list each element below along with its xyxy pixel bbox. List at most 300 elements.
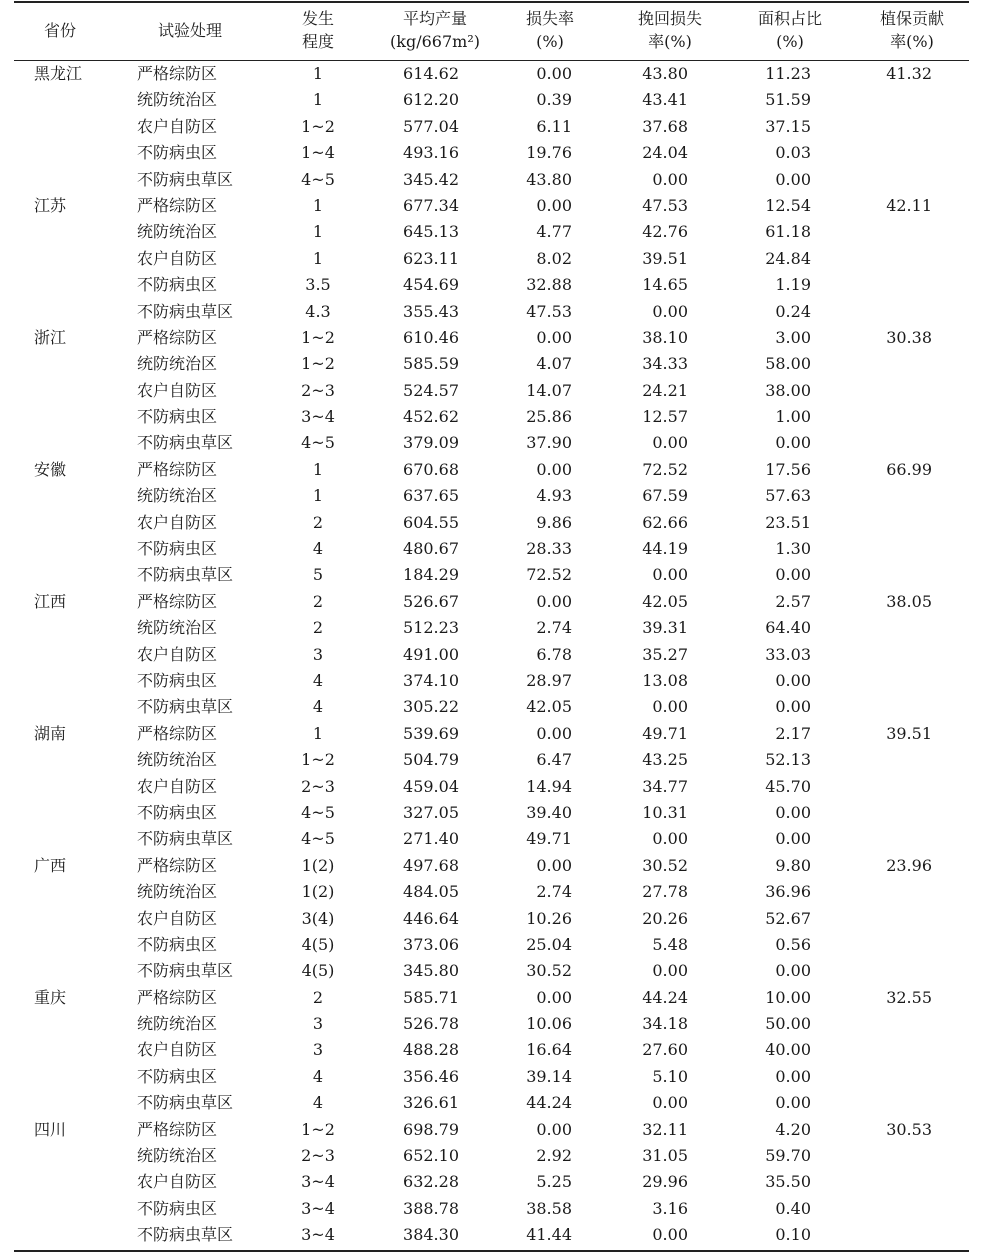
area-share-cell: 0.00 [775, 1093, 811, 1113]
area-share-cell: 2.17 [775, 723, 811, 743]
recovered-loss-cell: 0.00 [652, 1093, 688, 1113]
area-share-cell: 0.00 [775, 1066, 811, 1086]
yield-cell: 585.71 [403, 987, 459, 1007]
header-loss-line2: (%) [536, 32, 564, 51]
header-yield [370, 0, 500, 60]
province-cell: 江西 [34, 591, 67, 611]
area-share-cell: 1.30 [775, 539, 811, 559]
yield-cell: 652.10 [403, 1146, 459, 1166]
recovered-loss-cell: 0.00 [652, 697, 688, 717]
yield-cell: 670.68 [403, 459, 459, 479]
loss-rate-cell: 39.14 [526, 1066, 572, 1086]
recovered-loss-cell: 31.05 [642, 1146, 688, 1166]
table-row [0, 404, 983, 430]
table-row [0, 932, 983, 958]
recovered-loss-cell: 0.00 [652, 169, 688, 189]
treatment-cell: 不防病虫区 [137, 934, 218, 954]
degree-cell: 1~2 [301, 116, 335, 136]
recovered-loss-cell: 34.77 [642, 776, 688, 796]
degree-cell: 2~3 [301, 1146, 335, 1166]
recovered-loss-cell: 32.11 [642, 1119, 688, 1139]
contribution-cell: 42.11 [886, 195, 932, 215]
contribution-cell [870, 642, 932, 668]
recovered-loss-cell: 39.51 [642, 248, 688, 268]
treatment-cell: 不防病虫区 [137, 1198, 218, 1218]
area-share-cell: 52.67 [765, 908, 811, 928]
degree-cell: 2~3 [301, 380, 335, 400]
recovered-loss-cell: 20.26 [642, 908, 688, 928]
yield-cell: 585.59 [403, 354, 459, 374]
recovered-loss-cell: 12.57 [642, 407, 688, 427]
treatment-cell: 统防统治区 [137, 486, 218, 506]
contribution-cell [870, 167, 932, 193]
yield-cell: 184.29 [403, 565, 459, 585]
contribution-cell [870, 378, 932, 404]
area-share-cell: 35.50 [765, 1172, 811, 1192]
contribution-cell: 38.05 [886, 591, 932, 611]
area-share-cell: 0.24 [775, 301, 811, 321]
degree-cell: 1~2 [301, 354, 335, 374]
contribution-cell [870, 510, 932, 536]
loss-rate-cell: 30.52 [526, 961, 572, 981]
loss-rate-cell: 43.80 [526, 169, 572, 189]
table-row [0, 1064, 983, 1090]
table-row [0, 826, 983, 852]
recovered-loss-cell: 67.59 [642, 486, 688, 506]
yield-cell: 373.06 [403, 934, 459, 954]
header-contribution [860, 0, 964, 60]
area-share-cell: 0.00 [775, 697, 811, 717]
table-bottom-rule [14, 1250, 969, 1252]
area-share-cell: 0.00 [775, 961, 811, 981]
table-row [0, 299, 983, 325]
contribution-cell [870, 747, 932, 773]
loss-rate-cell: 38.58 [526, 1198, 572, 1218]
treatment-cell: 不防病虫区 [137, 275, 218, 295]
recovered-loss-cell: 34.18 [642, 1014, 688, 1034]
header-recovered-line1: 挽回损失 [637, 9, 702, 28]
loss-rate-cell: 25.86 [526, 407, 572, 427]
recovered-loss-cell: 0.00 [652, 565, 688, 585]
loss-rate-cell: 42.05 [526, 697, 572, 717]
degree-cell: 5 [312, 565, 324, 585]
treatment-cell: 不防病虫区 [137, 670, 218, 690]
area-share-cell: 33.03 [765, 644, 811, 664]
header-contribution-line1: 植保贡献 [879, 9, 944, 28]
province-cell: 四川 [34, 1119, 67, 1139]
yield-cell: 327.05 [403, 802, 459, 822]
treatment-cell: 农户自防区 [137, 644, 218, 664]
degree-cell: 3 [312, 1014, 324, 1034]
yield-cell: 388.78 [403, 1198, 459, 1218]
loss-rate-cell: 2.92 [536, 1146, 572, 1166]
yield-cell: 526.67 [403, 591, 459, 611]
header-degree-line2: 程度 [301, 32, 334, 51]
header-recovered [620, 0, 720, 60]
loss-rate-cell: 28.97 [526, 670, 572, 690]
treatment-cell: 不防病虫草区 [137, 961, 234, 981]
contribution-cell [870, 483, 932, 509]
loss-rate-cell: 19.76 [526, 143, 572, 163]
degree-cell: 2 [312, 618, 324, 638]
yield-cell: 305.22 [403, 697, 459, 717]
yield-cell: 480.67 [403, 539, 459, 559]
area-share-cell: 9.80 [775, 855, 811, 875]
header-area-line1: 面积占比 [757, 9, 822, 28]
table-row [0, 219, 983, 245]
header-yield-line2: (kg/667m²) [390, 32, 480, 51]
yield-cell: 493.16 [403, 143, 459, 163]
treatment-cell: 农户自防区 [137, 908, 218, 928]
area-share-cell: 40.00 [765, 1040, 811, 1060]
area-share-cell: 10.00 [765, 987, 811, 1007]
area-share-cell: 50.00 [765, 1014, 811, 1034]
yield-cell: 446.64 [403, 908, 459, 928]
loss-rate-cell: 6.11 [536, 116, 572, 136]
yield-cell: 484.05 [403, 882, 459, 902]
degree-cell: 3~4 [301, 1198, 335, 1218]
table-row [0, 615, 983, 641]
degree-cell: 4.3 [305, 301, 331, 321]
treatment-cell: 不防病虫区 [137, 1066, 218, 1086]
degree-cell: 4~5 [301, 433, 335, 453]
header-area-line2: (%) [776, 32, 804, 51]
contribution-cell: 66.99 [886, 459, 932, 479]
treatment-cell: 不防病虫区 [137, 802, 218, 822]
treatment-cell: 统防统治区 [137, 618, 218, 638]
contribution-cell [870, 430, 932, 456]
treatment-cell: 农户自防区 [137, 776, 218, 796]
degree-cell: 4 [312, 670, 324, 690]
recovered-loss-cell: 44.19 [642, 539, 688, 559]
recovered-loss-cell: 37.68 [642, 116, 688, 136]
treatment-cell: 农户自防区 [137, 1172, 218, 1192]
loss-rate-cell: 5.25 [536, 1172, 572, 1192]
yield-cell: 577.04 [403, 116, 459, 136]
yield-cell: 512.23 [403, 618, 459, 638]
yield-cell: 623.11 [403, 248, 459, 268]
degree-cell: 3~4 [301, 407, 335, 427]
area-share-cell: 52.13 [765, 750, 811, 770]
table-row [0, 114, 983, 140]
header-recovered-line2: 率(%) [648, 32, 692, 51]
contribution-cell [870, 404, 932, 430]
recovered-loss-cell: 0.00 [652, 301, 688, 321]
contribution-cell [870, 1196, 932, 1222]
treatment-cell: 不防病虫草区 [137, 829, 234, 849]
province-cell: 广西 [34, 855, 67, 875]
table-row [0, 378, 983, 404]
contribution-cell [870, 87, 932, 113]
loss-rate-cell: 4.07 [536, 354, 572, 374]
treatment-cell: 农户自防区 [137, 1040, 218, 1060]
table-row [0, 536, 983, 562]
recovered-loss-cell: 10.31 [642, 802, 688, 822]
header-degree [290, 0, 346, 60]
treatment-cell: 严格综防区 [137, 195, 218, 215]
contribution-cell [870, 219, 932, 245]
treatment-cell: 农户自防区 [137, 248, 218, 268]
area-share-cell: 12.54 [765, 195, 811, 215]
treatment-cell: 不防病虫草区 [137, 1225, 234, 1245]
area-share-cell: 0.00 [775, 670, 811, 690]
loss-rate-cell: 37.90 [526, 433, 572, 453]
contribution-cell: 30.53 [886, 1119, 932, 1139]
recovered-loss-cell: 14.65 [642, 275, 688, 295]
table-row [0, 246, 983, 272]
area-share-cell: 38.00 [765, 380, 811, 400]
recovered-loss-cell: 34.33 [642, 354, 688, 374]
recovered-loss-cell: 27.60 [642, 1040, 688, 1060]
table-row [0, 1196, 983, 1222]
contribution-cell [870, 114, 932, 140]
area-share-cell: 0.40 [775, 1198, 811, 1218]
contribution-cell [870, 958, 932, 984]
area-share-cell: 59.70 [765, 1146, 811, 1166]
area-share-cell: 0.03 [775, 143, 811, 163]
table-row [0, 800, 983, 826]
header-degree-line1: 发生 [301, 9, 334, 28]
contribution-cell [870, 694, 932, 720]
table-row [0, 272, 983, 298]
table-row [0, 140, 983, 166]
contribution-cell: 39.51 [886, 723, 932, 743]
yield-cell: 326.61 [403, 1093, 459, 1113]
area-share-cell: 0.56 [775, 934, 811, 954]
yield-cell: 356.46 [403, 1066, 459, 1086]
recovered-loss-cell: 24.04 [642, 143, 688, 163]
degree-cell: 1~2 [301, 327, 335, 347]
yield-cell: 677.34 [403, 195, 459, 215]
contribution-cell [870, 1011, 932, 1037]
province-cell: 湖南 [34, 723, 67, 743]
table-row [0, 562, 983, 588]
recovered-loss-cell: 13.08 [642, 670, 688, 690]
province-cell: 重庆 [34, 987, 67, 1007]
contribution-cell [870, 272, 932, 298]
treatment-cell: 不防病虫区 [137, 539, 218, 559]
table-row [0, 1117, 983, 1143]
yield-cell: 374.10 [403, 670, 459, 690]
treatment-cell: 农户自防区 [137, 116, 218, 136]
degree-cell: 2~3 [301, 776, 335, 796]
contribution-cell: 41.32 [886, 64, 932, 83]
loss-rate-cell: 14.94 [526, 776, 572, 796]
loss-rate-cell: 0.00 [536, 64, 572, 83]
treatment-cell: 严格综防区 [137, 459, 218, 479]
degree-cell: 4 [312, 1066, 324, 1086]
area-share-cell: 4.20 [775, 1119, 811, 1139]
degree-cell: 1 [312, 195, 324, 215]
header-area [740, 0, 840, 60]
recovered-loss-cell: 27.78 [642, 882, 688, 902]
contribution-cell: 23.96 [886, 855, 932, 875]
contribution-cell [870, 932, 932, 958]
loss-rate-cell: 72.52 [526, 565, 572, 585]
yield-cell: 355.43 [403, 301, 459, 321]
degree-cell: 4~5 [301, 829, 335, 849]
loss-rate-cell: 16.64 [526, 1040, 572, 1060]
header-loss-line1: 损失率 [525, 9, 574, 28]
area-share-cell: 17.56 [765, 459, 811, 479]
treatment-cell: 严格综防区 [137, 855, 218, 875]
table-row [0, 510, 983, 536]
area-share-cell: 64.40 [765, 618, 811, 638]
loss-rate-cell: 9.86 [536, 512, 572, 532]
header-treatment-line1: 试验处理 [157, 20, 222, 40]
recovered-loss-cell: 49.71 [642, 723, 688, 743]
degree-cell: 1 [312, 248, 324, 268]
table-row [0, 906, 983, 932]
header-province [30, 0, 90, 60]
loss-rate-cell: 4.93 [536, 486, 572, 506]
header-loss [510, 0, 590, 60]
table-row [0, 430, 983, 456]
table-row [0, 668, 983, 694]
contribution-cell: 32.55 [886, 987, 932, 1007]
table-row [0, 351, 983, 377]
province-cell: 安徽 [34, 459, 67, 479]
recovered-loss-cell: 43.41 [642, 90, 688, 110]
table-row [0, 457, 983, 483]
degree-cell: 3.5 [305, 275, 331, 295]
area-share-cell: 0.00 [775, 829, 811, 849]
treatment-cell: 统防统治区 [137, 750, 218, 770]
header-treatment [140, 0, 240, 60]
loss-rate-cell: 6.78 [536, 644, 572, 664]
area-share-cell: 1.00 [775, 407, 811, 427]
yield-cell: 491.00 [403, 644, 459, 664]
recovered-loss-cell: 72.52 [642, 459, 688, 479]
loss-rate-cell: 32.88 [526, 275, 572, 295]
contribution-cell [870, 299, 932, 325]
treatment-cell: 不防病虫草区 [137, 565, 234, 585]
recovered-loss-cell: 44.24 [642, 987, 688, 1007]
loss-rate-cell: 28.33 [526, 539, 572, 559]
treatment-cell: 不防病虫草区 [137, 301, 234, 321]
province-cell: 黑龙江 [34, 64, 83, 83]
yield-cell: 612.20 [403, 90, 459, 110]
table-row [0, 642, 983, 668]
degree-cell: 4(5) [301, 934, 335, 954]
recovered-loss-cell: 0.00 [652, 433, 688, 453]
treatment-cell: 严格综防区 [137, 327, 218, 347]
yield-cell: 345.80 [403, 961, 459, 981]
table-row [0, 1037, 983, 1063]
recovered-loss-cell: 5.10 [652, 1066, 688, 1086]
recovered-loss-cell: 38.10 [642, 327, 688, 347]
treatment-cell: 不防病虫草区 [137, 433, 234, 453]
table-row [0, 325, 983, 351]
loss-rate-cell: 0.00 [536, 591, 572, 611]
contribution-cell [870, 800, 932, 826]
treatment-cell: 严格综防区 [137, 1119, 218, 1139]
table-row [0, 1011, 983, 1037]
yield-cell: 459.04 [403, 776, 459, 796]
area-share-cell: 2.57 [775, 591, 811, 611]
degree-cell: 1~4 [301, 143, 335, 163]
province-cell: 浙江 [34, 327, 67, 347]
area-share-cell: 11.23 [765, 64, 811, 83]
table-body [0, 61, 983, 1249]
area-share-cell: 58.00 [765, 354, 811, 374]
loss-rate-cell: 10.26 [526, 908, 572, 928]
contribution-cell [870, 140, 932, 166]
degree-cell: 2 [312, 512, 324, 532]
degree-cell: 4~5 [301, 169, 335, 189]
table-row [0, 87, 983, 113]
treatment-cell: 不防病虫区 [137, 143, 218, 163]
contribution-cell [870, 246, 932, 272]
contribution-cell: 30.38 [886, 327, 932, 347]
loss-rate-cell: 39.40 [526, 802, 572, 822]
table-row [0, 1090, 983, 1116]
recovered-loss-cell: 43.25 [642, 750, 688, 770]
treatment-cell: 不防病虫区 [137, 407, 218, 427]
degree-cell: 2 [312, 591, 324, 611]
treatment-cell: 统防统治区 [137, 1146, 218, 1166]
area-share-cell: 0.00 [775, 802, 811, 822]
degree-cell: 3 [312, 1040, 324, 1060]
loss-rate-cell: 0.00 [536, 459, 572, 479]
yield-cell: 610.46 [403, 327, 459, 347]
recovered-loss-cell: 3.16 [652, 1198, 688, 1218]
loss-rate-cell: 14.07 [526, 380, 572, 400]
contribution-cell [870, 1090, 932, 1116]
contribution-cell [870, 562, 932, 588]
recovered-loss-cell: 24.21 [642, 380, 688, 400]
degree-cell: 1 [312, 723, 324, 743]
province-cell: 江苏 [34, 195, 67, 215]
table-row [0, 958, 983, 984]
area-share-cell: 36.96 [765, 882, 811, 902]
degree-cell: 3~4 [301, 1225, 335, 1245]
header-contribution-line2: 率(%) [890, 32, 934, 51]
recovered-loss-cell: 39.31 [642, 618, 688, 638]
loss-rate-cell: 2.74 [536, 618, 572, 638]
treatment-cell: 不防病虫草区 [137, 1093, 234, 1113]
area-share-cell: 0.10 [775, 1225, 811, 1245]
area-share-cell: 0.00 [775, 433, 811, 453]
table-row [0, 721, 983, 747]
table-row [0, 1222, 983, 1248]
yield-cell: 345.42 [403, 169, 459, 189]
degree-cell: 1 [312, 90, 324, 110]
area-share-cell: 45.70 [765, 776, 811, 796]
recovered-loss-cell: 29.96 [642, 1172, 688, 1192]
area-share-cell: 1.19 [775, 275, 811, 295]
loss-rate-cell: 0.39 [536, 90, 572, 110]
loss-rate-cell: 49.71 [526, 829, 572, 849]
contribution-cell [870, 826, 932, 852]
treatment-cell: 不防病虫草区 [137, 169, 234, 189]
table-row [0, 1143, 983, 1169]
recovered-loss-cell: 47.53 [642, 195, 688, 215]
loss-rate-cell: 44.24 [526, 1093, 572, 1113]
table-row [0, 1169, 983, 1195]
degree-cell: 1 [312, 486, 324, 506]
contribution-cell [870, 668, 932, 694]
loss-rate-cell: 0.00 [536, 723, 572, 743]
loss-rate-cell: 47.53 [526, 301, 572, 321]
recovered-loss-cell: 30.52 [642, 855, 688, 875]
recovered-loss-cell: 0.00 [652, 1225, 688, 1245]
recovered-loss-cell: 43.80 [642, 64, 688, 83]
contribution-cell [870, 906, 932, 932]
degree-cell: 1 [312, 222, 324, 242]
degree-cell: 1 [312, 459, 324, 479]
degree-cell: 1(2) [301, 855, 335, 875]
